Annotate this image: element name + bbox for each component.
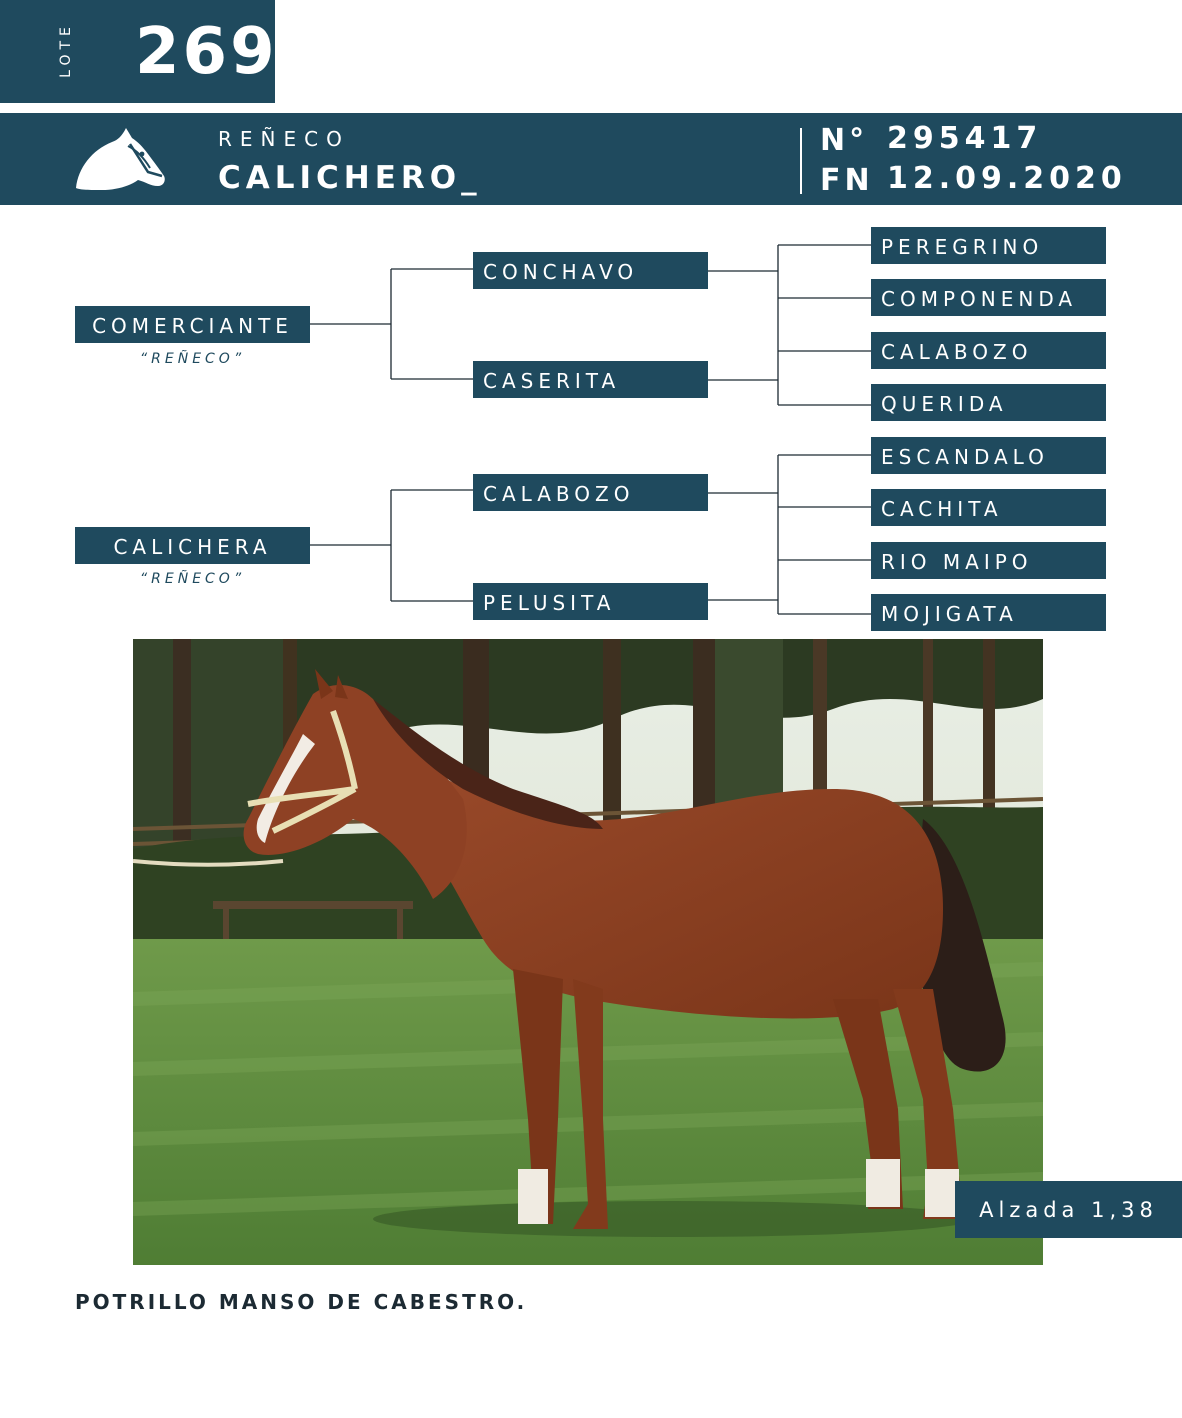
dam-origin: “REÑECO” (139, 571, 246, 587)
lot-comment: POTRILLO MANSO DE CABESTRO. (75, 1290, 528, 1314)
breeder-name: REÑECO (218, 127, 350, 151)
great-grandparent: COMPONENDA (871, 279, 1106, 316)
granddam-paternal: CASERITA (473, 361, 708, 398)
great-grandparent: CALABOZO (871, 332, 1106, 369)
great-grandparent: MOJIGATA (871, 594, 1106, 631)
height-badge: Alzada 1,38 (955, 1181, 1182, 1238)
birth-date-label: FN (820, 163, 874, 198)
sire-origin: “REÑECO” (139, 351, 246, 367)
birth-date: 12.09.2020 (887, 161, 1127, 196)
great-grandparent: QUERIDA (871, 384, 1106, 421)
dam-box: CALICHERA (75, 527, 310, 564)
horse-name: CALICHERO_ (218, 160, 482, 196)
granddam-maternal: PELUSITA (473, 583, 708, 620)
lot-label: LOTE (58, 22, 74, 78)
sire-box: COMERCIANTE (75, 306, 310, 343)
great-grandparent: RIO MAIPO (871, 542, 1106, 579)
great-grandparent: PEREGRINO (871, 227, 1106, 264)
grandsire-paternal: CONCHAVO (473, 252, 708, 289)
registry-number: 295417 (887, 121, 1043, 156)
great-grandparent: CACHITA (871, 489, 1106, 526)
registry-label: N° (820, 123, 869, 158)
grandsire-maternal: CALABOZO (473, 474, 708, 511)
horse-photo (133, 639, 1043, 1265)
great-grandparent: ESCANDALO (871, 437, 1106, 474)
lot-number: 269 (135, 15, 278, 89)
